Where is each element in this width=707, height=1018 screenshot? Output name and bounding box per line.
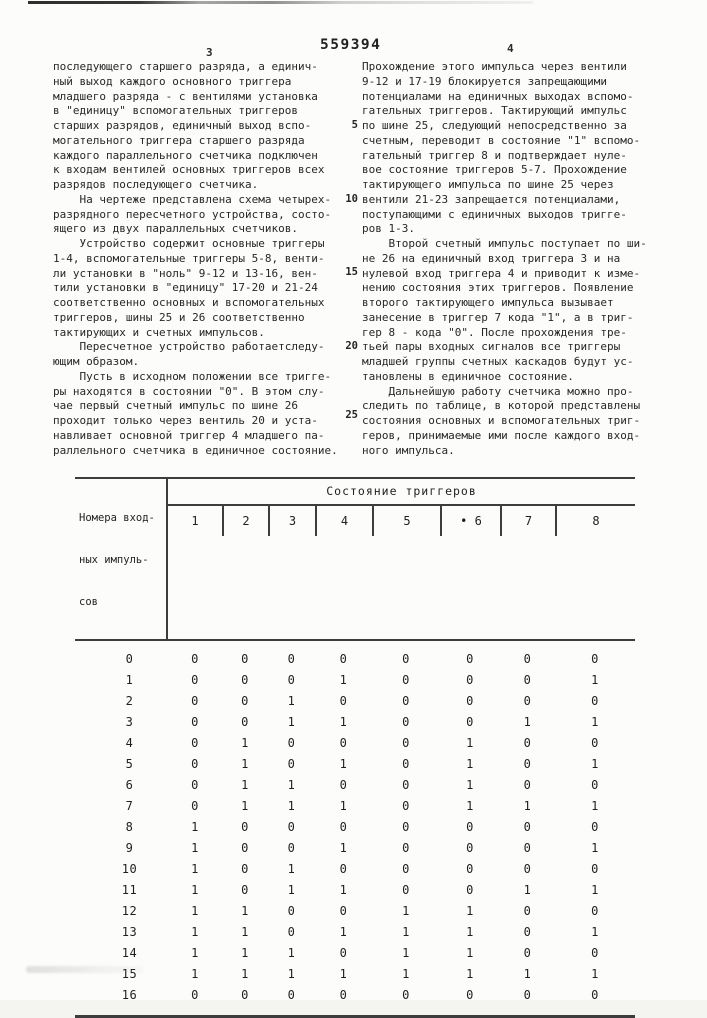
row-header-line: ных импуль- <box>79 554 149 566</box>
trigger7-state-cell: 1 <box>523 966 532 981</box>
text-line: Пересчетное устройство работаетследу- <box>53 340 325 354</box>
trigger3-state-cell: 0 <box>287 819 296 834</box>
trigger8-state-cell: 0 <box>591 693 599 708</box>
trigger8-state-cell: 1 <box>591 798 599 813</box>
trigger7-state-cell: 0 <box>523 819 532 834</box>
left-text-column <box>53 60 355 458</box>
trigger4-state-cell: 0 <box>339 903 348 918</box>
trigger4-state-cell: 1 <box>339 882 348 897</box>
column-header: 5 <box>372 506 440 536</box>
trigger6-state-cell: 1 <box>466 924 474 939</box>
pulse-number-cell: 6 <box>125 777 134 792</box>
patent-number: 559394 <box>320 37 382 53</box>
trigger5-state-cell: 0 <box>402 861 410 876</box>
pulse-number-cell: 5 <box>125 756 134 771</box>
trigger4-state-cell: 1 <box>339 798 348 813</box>
pulse-number-cell: 2 <box>125 693 134 708</box>
text-line: триггеров, шины 25 и 26 соответственно <box>53 310 305 324</box>
text-line: ров 1-3. <box>362 222 415 236</box>
trigger2-state-cell: 0 <box>241 861 249 876</box>
trigger1-state-cell: 1 <box>191 966 199 981</box>
column-header: 8 <box>555 506 635 536</box>
margin-line-number: 5 <box>351 119 358 131</box>
trigger2-state-cell: 1 <box>241 756 249 771</box>
page-number-right: 4 <box>507 42 514 55</box>
trigger6-state-cell: 1 <box>466 735 474 750</box>
trigger7-state-cell: 1 <box>523 882 532 897</box>
trigger3-state-cell: 0 <box>287 756 296 771</box>
trigger1-state-cell: 0 <box>191 798 199 813</box>
trigger5-state-cell: 1 <box>402 966 410 981</box>
text-line: каждого параллельного счетчика подключен <box>53 148 318 162</box>
trigger2-state-cell: 0 <box>241 714 249 729</box>
trigger6-state-cell: 0 <box>466 882 474 897</box>
row-header-title <box>75 479 168 639</box>
column-header: 3 <box>268 506 315 536</box>
pulse-number-cell: 13 <box>121 924 138 939</box>
trigger2-state-cell: 1 <box>241 903 249 918</box>
trigger1-state-cell: 0 <box>191 777 199 792</box>
trigger7-state-cell: 1 <box>523 714 532 729</box>
trigger7-state-cell: 1 <box>523 798 532 813</box>
trigger8-state-cell: 0 <box>591 861 599 876</box>
trigger1-state-cell: 1 <box>191 840 199 855</box>
text-line: тьей пары входных сигналов все триггеры <box>362 340 621 354</box>
text-line: Второй счетный импульс поступает по ши- <box>362 237 647 250</box>
trigger3-state-cell: 0 <box>287 903 296 918</box>
text-line: Устройство содержит основные триггеры <box>53 237 325 250</box>
column-header: 2 <box>222 506 268 536</box>
text-line: тактирующих и счетных импульсов. <box>53 325 265 339</box>
trigger2-state-cell: 1 <box>241 945 249 960</box>
text-line: ющим образом. <box>53 355 140 368</box>
text-line: не 26 на единичный вход триггера 3 и на <box>362 251 621 265</box>
trigger8-state-cell: 0 <box>591 987 599 1002</box>
trigger3-state-cell: 0 <box>287 924 296 939</box>
row-header-line: Номера вход- <box>79 512 155 524</box>
page-number-left: 3 <box>206 46 213 59</box>
pulse-number-cell: 11 <box>121 882 138 897</box>
pulse-number-cell: 15 <box>121 966 138 981</box>
trigger3-state-cell: 1 <box>287 966 296 981</box>
table-header <box>75 477 635 641</box>
column-header: 1 <box>191 514 199 528</box>
text-line: 1-4, вспомогательные триггеры 5-8, венти- <box>53 251 325 265</box>
text-line: Пусть в исходном положении все тригге- <box>53 369 332 383</box>
trigger2-state-cell: 0 <box>241 840 249 855</box>
text-line: навливает основной триггер 4 младшего па- <box>53 428 325 442</box>
table-header-right <box>168 479 635 639</box>
trigger8-state-cell: 1 <box>591 714 599 729</box>
table-row <box>75 858 635 879</box>
trigger7-state-cell: 0 <box>523 735 532 750</box>
table-row <box>75 879 635 900</box>
table-row <box>75 900 635 921</box>
table-row <box>75 963 635 984</box>
trigger1-state-cell: 1 <box>191 924 199 939</box>
trigger4-state-cell: 0 <box>339 861 348 876</box>
trigger3-state-cell: 1 <box>287 777 296 792</box>
text-line: потенциалами на единичных выходах вспомо- <box>362 89 634 103</box>
trigger5-state-cell: 0 <box>402 798 410 813</box>
text-line: ный выход каждого основного триггера <box>53 74 292 88</box>
trigger8-state-cell: 1 <box>591 756 599 771</box>
trigger4-state-cell: 0 <box>339 987 348 1002</box>
text-line: тактирующего импульса по шине 25 через <box>362 178 614 191</box>
trigger4-state-cell: 1 <box>339 672 348 687</box>
text-line: поступающими с единичных выходов тригге- <box>362 207 627 221</box>
text-line: гательный триггер 8 и подтверждает нуле- <box>362 148 627 162</box>
pulse-number-cell: 7 <box>125 798 134 813</box>
trigger8-state-cell: 1 <box>591 966 599 981</box>
row-header-line: сов <box>79 596 98 608</box>
trigger5-state-cell: 1 <box>402 945 410 960</box>
trigger4-state-cell: 0 <box>339 945 348 960</box>
text-line: раллельного счетчика в единичное состояние. <box>53 443 338 457</box>
pulse-number-cell: 14 <box>121 945 138 960</box>
trigger1-state-cell: 1 <box>191 945 199 960</box>
trigger2-state-cell: 0 <box>241 651 249 666</box>
text-line: тановлены в единичное состояние. <box>362 369 574 383</box>
margin-line-number: 15 <box>345 266 358 278</box>
text-line: нению состояния этих триггеров. Появление <box>362 281 634 295</box>
trigger3-state-cell: 1 <box>287 714 296 729</box>
scan-smudge <box>26 966 144 973</box>
trigger6-state-cell: 0 <box>466 651 474 666</box>
trigger4-state-cell: 1 <box>339 840 348 855</box>
table-row <box>75 816 635 837</box>
trigger6-state-cell: 1 <box>466 966 474 981</box>
trigger8-state-cell: 0 <box>591 777 599 792</box>
trigger1-state-cell: 0 <box>191 735 199 750</box>
text-line: следить по таблице, в которой представлены <box>362 399 641 413</box>
trigger3-state-cell: 0 <box>287 651 296 666</box>
trigger1-state-cell: 0 <box>191 651 199 666</box>
trigger1-state-cell: 0 <box>191 756 199 771</box>
trigger2-state-cell: 0 <box>241 693 249 708</box>
text-line: гер 8 - кода "0". После прохождения тре- <box>362 325 627 339</box>
trigger8-state-cell: 0 <box>591 735 599 750</box>
trigger2-state-cell: 1 <box>241 798 249 813</box>
trigger5-state-cell: 0 <box>402 672 410 687</box>
trigger3-state-cell: 1 <box>287 882 296 897</box>
trigger1-state-cell: 0 <box>191 714 199 729</box>
trigger2-state-cell: 0 <box>241 882 249 897</box>
text-line: разрядного пересчетного устройства, состо- <box>53 207 332 221</box>
trigger5-state-cell: 0 <box>402 987 410 1002</box>
table-row <box>75 753 635 774</box>
trigger3-state-cell: 1 <box>287 693 296 708</box>
trigger4-state-cell: 0 <box>339 693 348 708</box>
table-row <box>75 795 635 816</box>
table-row <box>75 690 635 711</box>
margin-line-number: 25 <box>345 409 358 421</box>
trigger6-state-cell: 1 <box>466 756 474 771</box>
text-line: 9-12 и 17-19 блокируется запрещающими <box>362 74 608 88</box>
text-line: ли установки в "ноль" 9-12 и 13-16, вен- <box>53 266 318 280</box>
text-line: по шине 25, следующий непосредственно за <box>362 119 627 132</box>
trigger3-state-cell: 1 <box>287 945 296 960</box>
text-line: могательного триггера старшего разряда <box>53 133 305 147</box>
trigger2-state-cell: 1 <box>241 735 249 750</box>
trigger8-state-cell: 0 <box>591 651 599 666</box>
trigger6-state-cell: 1 <box>466 777 474 792</box>
pulse-number-cell: 4 <box>125 735 134 750</box>
text-line: в "единицу" вспомогательных триггеров <box>53 104 299 118</box>
text-line: ры находятся в состоянии "0". В этом слу- <box>53 384 325 398</box>
column-header: • 6 <box>440 506 500 536</box>
text-line: тили установки в "единицу" 17-20 и 21-24 <box>53 281 318 295</box>
table-row <box>75 921 635 942</box>
margin-line-number: 20 <box>345 340 358 352</box>
trigger4-state-cell: 1 <box>339 924 348 939</box>
trigger4-state-cell: 0 <box>339 819 348 834</box>
table-group-header: Состояние триггеров <box>168 479 635 506</box>
trigger6-state-cell: 1 <box>466 903 474 918</box>
trigger5-state-cell: 0 <box>402 819 410 834</box>
text-line: младшего разряда - с вентилями установка <box>53 89 318 103</box>
text-line: счетным, переводит в состояние "1" вспомо- <box>362 133 641 147</box>
table-row <box>75 732 635 753</box>
text-line: старших разрядов, единичный выход вспо- <box>53 119 312 132</box>
trigger2-state-cell: 0 <box>241 987 249 1002</box>
trigger1-state-cell: 0 <box>191 693 199 708</box>
text-line: разрядов последующего счетчика. <box>53 178 259 191</box>
trigger4-state-cell: 0 <box>339 777 348 792</box>
trigger2-state-cell: 1 <box>241 924 249 939</box>
trigger6-state-cell: 0 <box>466 840 474 855</box>
table-row <box>75 837 635 858</box>
trigger8-state-cell: 0 <box>591 945 599 960</box>
table-row <box>75 984 635 1005</box>
text-line: Прохождение этого импульса через вентили <box>362 60 627 73</box>
text-line: На чертеже представлена схема четырех- <box>53 192 332 206</box>
trigger3-state-cell: 1 <box>287 798 296 813</box>
trigger8-state-cell: 1 <box>591 840 599 855</box>
trigger7-state-cell: 0 <box>523 756 532 771</box>
text-line: геров, принимаемые ими после каждого вход- <box>362 428 641 442</box>
trigger8-state-cell: 1 <box>591 882 599 897</box>
column-header: 4 <box>315 506 372 536</box>
trigger6-state-cell: 1 <box>466 798 474 813</box>
trigger2-state-cell: 1 <box>241 777 249 792</box>
table-row <box>75 669 635 690</box>
trigger7-state-cell: 0 <box>523 693 532 708</box>
trigger7-state-cell: 0 <box>523 903 532 918</box>
trigger1-state-cell: 0 <box>191 672 199 687</box>
column-header: 7 <box>500 506 555 536</box>
trigger7-state-cell: 0 <box>523 840 532 855</box>
trigger6-state-cell: 0 <box>466 672 474 687</box>
trigger1-state-cell: 0 <box>191 987 199 1002</box>
trigger7-state-cell: 0 <box>523 672 532 687</box>
trigger6-state-cell: 0 <box>466 693 474 708</box>
trigger4-state-cell: 1 <box>339 756 348 771</box>
text-line: соответственно основных и вспомогательных <box>53 296 325 309</box>
trigger8-state-cell: 0 <box>591 819 599 834</box>
trigger5-state-cell: 0 <box>402 693 410 708</box>
table-row <box>75 774 635 795</box>
trigger4-state-cell: 0 <box>339 651 348 666</box>
text-line: занесение в триггер 7 кода "1", а в триг- <box>362 310 634 324</box>
trigger7-state-cell: 0 <box>523 945 532 960</box>
pulse-number-cell: 9 <box>125 840 134 855</box>
trigger4-state-cell: 1 <box>339 714 348 729</box>
pulse-number-cell: 10 <box>121 861 138 876</box>
trigger8-state-cell: 0 <box>591 903 599 918</box>
trigger4-state-cell: 1 <box>339 966 348 981</box>
table-row <box>75 648 635 669</box>
text-line: к входам вентилей основных триггеров всех <box>53 163 325 177</box>
pulse-number-cell: 3 <box>125 714 134 729</box>
trigger-state-table <box>75 477 635 1018</box>
trigger4-state-cell: 0 <box>339 735 348 750</box>
trigger2-state-cell: 0 <box>241 672 249 687</box>
trigger1-state-cell: 1 <box>191 903 199 918</box>
trigger5-state-cell: 0 <box>402 756 410 771</box>
trigger3-state-cell: 0 <box>287 672 296 687</box>
scan-artifact-line <box>28 1 533 4</box>
trigger6-state-cell: 0 <box>466 987 474 1002</box>
trigger5-state-cell: 0 <box>402 735 410 750</box>
pulse-number-cell: 16 <box>121 987 138 1002</box>
text-line: вентили 21-23 запрещается потенциалами, <box>362 192 621 206</box>
text-line: младшей группы счетных каскадов будут ус- <box>362 355 634 368</box>
trigger6-state-cell: 0 <box>466 819 474 834</box>
right-text-column <box>362 60 664 458</box>
text-line: ящего из двух параллельных счетчиков. <box>53 222 299 236</box>
trigger1-state-cell: 1 <box>191 882 199 897</box>
trigger5-state-cell: 1 <box>402 903 410 918</box>
trigger6-state-cell: 0 <box>466 714 474 729</box>
trigger6-state-cell: 1 <box>466 945 474 960</box>
trigger3-state-cell: 1 <box>287 861 296 876</box>
margin-line-numbers <box>336 60 358 440</box>
trigger5-state-cell: 0 <box>402 714 410 729</box>
text-line: чае первый счетный импульс по шине 26 <box>53 399 299 413</box>
trigger5-state-cell: 0 <box>402 882 410 897</box>
trigger8-state-cell: 1 <box>591 672 599 687</box>
trigger7-state-cell: 0 <box>523 924 532 939</box>
text-line: ного импульса. <box>362 443 455 457</box>
trigger2-state-cell: 1 <box>241 966 249 981</box>
pulse-number-cell: 1 <box>125 672 134 687</box>
trigger7-state-cell: 0 <box>523 987 532 1002</box>
pulse-number-cell: 8 <box>125 819 134 834</box>
trigger3-state-cell: 0 <box>287 987 296 1002</box>
pulse-number-cell: 12 <box>121 903 138 918</box>
trigger7-state-cell: 0 <box>523 651 532 666</box>
trigger3-state-cell: 0 <box>287 735 296 750</box>
text-line: проходит только через вентиль 20 и уста- <box>53 414 318 427</box>
trigger6-state-cell: 0 <box>466 861 474 876</box>
trigger7-state-cell: 0 <box>523 777 532 792</box>
text-line: нулевой вход триггера 4 и приводит к изме- <box>362 266 641 280</box>
trigger1-state-cell: 1 <box>191 861 199 876</box>
table-row <box>75 711 635 732</box>
trigger2-state-cell: 0 <box>241 819 249 834</box>
trigger8-state-cell: 1 <box>591 924 599 939</box>
trigger5-state-cell: 0 <box>402 777 410 792</box>
table-row <box>75 942 635 963</box>
table-column-headers <box>168 506 635 536</box>
text-line: вое состояние триггеров 5-7. Прохождение <box>362 163 627 177</box>
pulse-number-cell: 0 <box>125 651 134 666</box>
table-body <box>75 641 635 1018</box>
text-line: второго тактирующего импульса вызывает <box>362 296 614 309</box>
margin-line-number: 10 <box>345 193 358 205</box>
text-line: последующего старшего разряда, а единич- <box>53 60 318 73</box>
trigger3-state-cell: 0 <box>287 840 296 855</box>
trigger5-state-cell: 0 <box>402 651 410 666</box>
trigger5-state-cell: 0 <box>402 840 410 855</box>
text-line: гательных триггеров. Тактирующий импульс <box>362 104 627 118</box>
text-line: состояния основных и вспомогательных триг- <box>362 414 641 427</box>
trigger1-state-cell: 1 <box>191 819 199 834</box>
trigger7-state-cell: 0 <box>523 861 532 876</box>
text-line: Дальнейшую работу счетчика можно про- <box>362 384 634 398</box>
trigger5-state-cell: 1 <box>402 924 410 939</box>
